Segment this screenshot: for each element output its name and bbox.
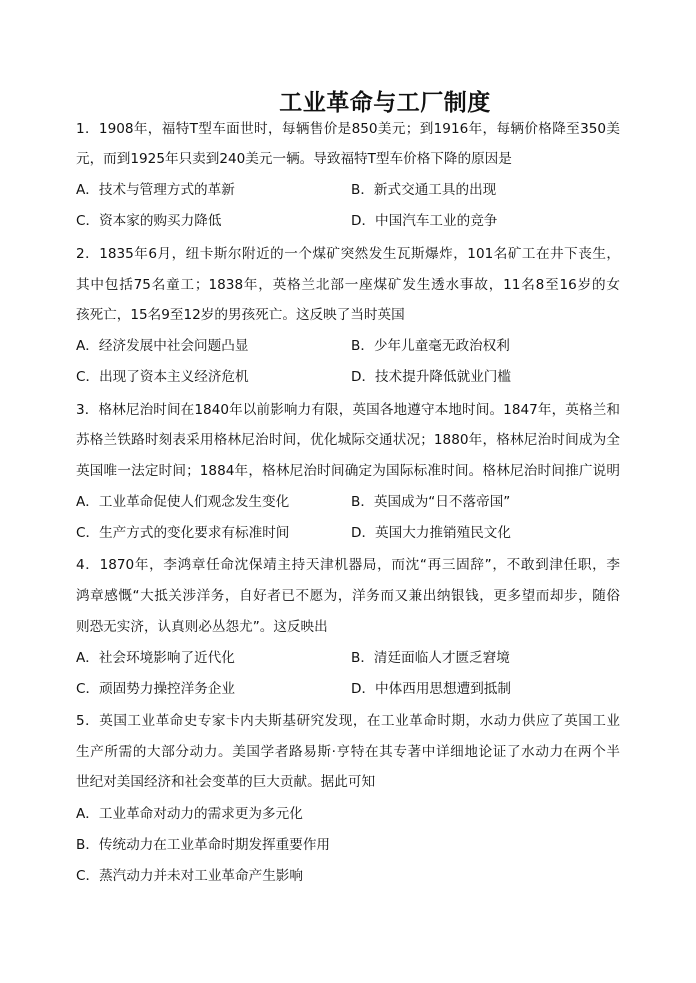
question-2-line-3: 孩死亡，15名9至12岁的男孩死亡。这反映了当时英国 [76,307,405,323]
question-1-line-2: 元，而到1925年只卖到240美元一辆。导致福特T型车价格下降的原因是 [76,151,512,167]
question-4-option-c: C．顽固势力操控洋务企业 [76,681,236,697]
question-1-option-c: C．资本家的购买力降低 [76,213,222,229]
question-5-option-a: A．工业革命对动力的需求更为多元化 [76,806,303,822]
question-2-line-1: 2．1835年6月，纽卡斯尔附近的一个煤矿突然发生瓦斯爆炸，101名矿工在井下丧生， [76,246,620,262]
question-3-line-2: 苏格兰铁路时刻表采用格林尼治时间，优化城际交通状况；1880年，格林尼治时间成为全 [76,432,620,448]
page-title: 工业革命与工厂制度 [279,90,491,116]
question-3-option-a: A．工业革命促使人们观念发生变化 [76,494,290,510]
question-3-option-d: D．英国大力推销殖民文化 [351,525,511,541]
question-1-option-d: D．中国汽车工业的竞争 [351,213,498,229]
question-3-option-b: B．英国成为“日不落帝国” [351,494,511,510]
question-4-option-d: D．中体西用思想遭到抵制 [351,681,511,697]
question-4-line-1: 4．1870年，李鸿章任命沈保靖主持天津机器局，而沈“再三固辞”，不敢到津任职，李 [76,557,620,573]
question-4-option-a: A．社会环境影响了近代化 [76,650,235,666]
question-2-option-a: A．经济发展中社会问题凸显 [76,338,249,354]
question-5-option-c: C．蒸汽动力并未对工业革命产生影响 [76,868,303,884]
question-4-line-3: 则恐无实济，认真则必丛怨尤”。这反映出 [76,619,328,635]
question-3-line-3: 英国唯一法定时间；1884年，格林尼治时间确定为国际标准时间。格林尼治时间推广说明 [76,463,620,479]
question-3-option-c: C．生产方式的变化要求有标准时间 [76,525,290,541]
question-5-line-1: 5．英国工业革命史专家卡内夫斯基研究发现，在工业革命时期，水动力供应了英国工业 [76,713,620,729]
question-1-line-1: 1．1908年，福特T型车面世时，每辆售价是850美元；到1916年，每辆价格降至350美 [76,121,620,137]
question-1-option-a: A．技术与管理方式的革新 [76,182,235,198]
question-4-option-b: B．清廷面临人才匮乏窘境 [351,650,510,666]
question-2-option-b: B．少年儿童毫无政治权利 [351,338,510,354]
question-5-line-3: 世纪对美国经济和社会变革的巨大贡献。据此可知 [76,774,376,790]
question-3-line-1: 3．格林尼治时间在1840年以前影响力有限，英国各地遵守本地时间。1847年，英格兰和 [76,402,620,418]
question-2-option-d: D．技术提升降低就业门槛 [351,369,511,385]
question-1-option-b: B．新式交通工具的出现 [351,182,497,198]
question-4-line-2: 鸿章感慨“大抵关涉洋务，自好者已不愿为，洋务而又兼出纳银钱，更多望而却步，随俗 [76,588,620,604]
question-2-line-2: 其中包括75名童工；1838年，英格兰北部一座煤矿发生透水事故，11名8至16岁的女 [76,277,620,293]
question-5-option-b: B．传统动力在工业革命时期发挥重要作用 [76,837,331,853]
question-2-option-c: C．出现了资本主义经济危机 [76,369,249,385]
question-5-line-2: 生产所需的大部分动力。美国学者路易斯·亨特在其专著中详细地论证了水动力在两个半 [76,744,620,760]
